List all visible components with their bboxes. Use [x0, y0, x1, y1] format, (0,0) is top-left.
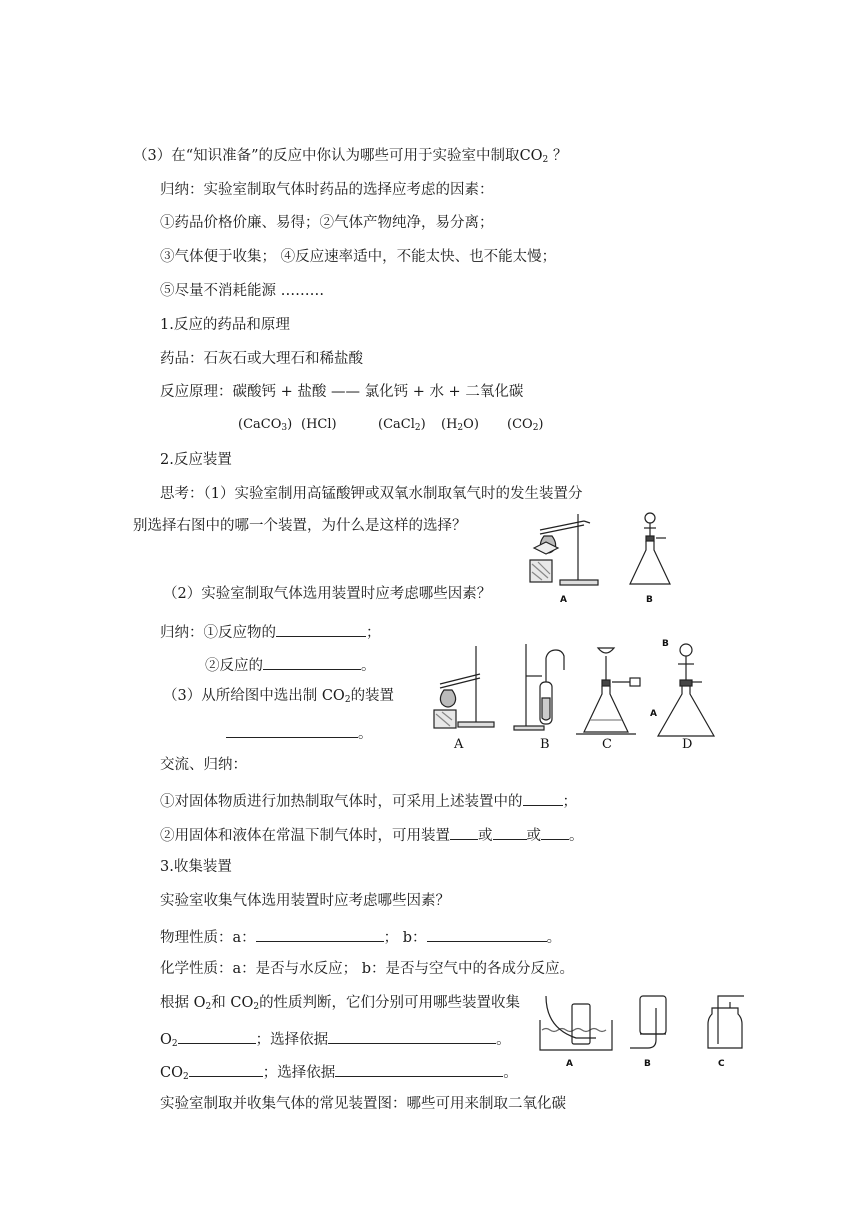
fig1-label-a: A [560, 595, 567, 605]
blank-condition[interactable] [263, 653, 361, 670]
section-3-heading: 3.收集装置 [160, 859, 232, 875]
collection-a-water [540, 996, 612, 1050]
blank-co2-apparatus[interactable] [226, 721, 358, 738]
exchange-line-1: ①对固体物质进行加热制取气体时，可采用上述装置中的 ； [160, 789, 577, 812]
section-2-heading: 2.反应装置 [160, 452, 232, 468]
last-line: 实验室制取并收集气体的常见装置图：哪些可用来制取二氧化碳 [160, 1096, 566, 1112]
induction-title: 归纳：实验室制取气体时药品的选择应考虑的因素： [160, 182, 494, 198]
blank-physical-a[interactable] [256, 925, 384, 942]
fig2-label-a: A [454, 737, 464, 752]
factor-line-3: ⑤尽量不消耗能源 ……… [160, 283, 325, 299]
exchange-line-2: ②用固体和液体在常温下制气体时，可用装置 或 或 。 [160, 823, 584, 846]
fig3-label-b: B [644, 1059, 651, 1069]
blank-co2-apparatus-collect[interactable] [189, 1060, 263, 1077]
apparatus-figure-1 [526, 508, 686, 606]
fig2-label-d: D [682, 737, 693, 752]
blank-apparatus-2[interactable] [493, 823, 527, 840]
fig2-label-b: B [540, 737, 550, 752]
judge-line: 根据 $O_2$和 $CO_2$的性质判断，它们分别可用哪些装置收集 [160, 995, 521, 1012]
induce-reactant: 归纳：①反应物的 ； [160, 620, 381, 643]
chemical-properties: 化学性质：a：是否与水反应； b：是否与空气中的各成分反应。 [160, 961, 575, 977]
collect-question: 实验室收集气体选用装置时应考虑哪些因素？ [160, 893, 450, 909]
question-3: （3）在“知识准备”的反应中你认为哪些可用于实验室中制取$CO_2$ ？ [133, 148, 568, 165]
blank-o2-basis[interactable] [328, 1027, 496, 1044]
fig2-small-b: B [662, 639, 669, 649]
blank-physical-b[interactable] [427, 925, 547, 942]
think-3: （3）从所给图中选出制 $CO_2$的装置 [163, 688, 395, 705]
section-1-heading: 1.反应的药品和原理 [160, 317, 290, 333]
formula-h2o: $(H_2O)$ [441, 417, 479, 433]
physical-properties: 物理性质：a： ； b： 。 [160, 925, 561, 948]
fig2-label-c: C [602, 737, 612, 752]
principle-line: 反应原理：碳酸钙 + 盐酸 —— 氯化钙 + 水 + 二氧化碳 [160, 384, 524, 400]
formula-co2: $(CO_2)$ [507, 417, 544, 433]
factor-line-2: ③气体便于收集； ④反应速率适中，不能太快、也不能太慢； [160, 249, 557, 265]
collection-figure [536, 990, 760, 1072]
fig2-apparatus-d [658, 644, 714, 736]
induce-condition: ②反应的 。 [205, 653, 376, 676]
apparatus-b-flask [630, 513, 670, 584]
fig1-label-b: B [646, 595, 653, 605]
think-1-cont: 别选择右图中的哪一个装置，为什么是这样的选择？ [133, 518, 467, 534]
think-2: （2）实验室制取气体选用装置时应考虑哪些因素？ [163, 586, 492, 602]
fig2-apparatus-a [434, 646, 494, 728]
collection-b-upward [630, 996, 666, 1048]
blank-apparatus-1[interactable] [450, 823, 478, 840]
reagents-line: 药品：石灰石或大理石和稀盐酸 [160, 351, 363, 367]
fig2-small-a: A [650, 709, 657, 719]
formula-caco3: (CaCO$_3$) [238, 417, 293, 433]
blank-apparatus-3[interactable] [541, 823, 569, 840]
fig3-label-a: A [566, 1059, 573, 1069]
blank-co2-basis[interactable] [335, 1060, 503, 1077]
fig3-label-c: C [718, 1059, 725, 1069]
fig2-apparatus-b [514, 644, 564, 730]
o2-collect-line: $O_2$ ；选择依据 。 [160, 1027, 511, 1054]
blank-reactant[interactable] [276, 620, 366, 637]
factor-line-1: ①药品价格价廉、易得；②气体产物纯净，易分离； [160, 215, 494, 231]
think-1: 思考：（1）实验室制用高锰酸钾或双氧水制取氧气时的发生装置分 [160, 486, 583, 502]
think-3-answer: 。 [226, 721, 373, 744]
apparatus-a-heating [530, 514, 598, 585]
blank-heating-apparatus[interactable] [523, 789, 563, 806]
blank-o2-apparatus[interactable] [178, 1027, 256, 1044]
formula-cacl2: (CaCl$_2$) [378, 417, 426, 433]
co2-collect-line: $CO_2$ ；选择依据 。 [160, 1060, 518, 1087]
apparatus-figure-2 [426, 636, 726, 754]
fig2-apparatus-c [576, 648, 640, 734]
collection-c-downward [708, 996, 744, 1048]
formula-hcl: (HCl) [301, 417, 337, 432]
exchange-title: 交流、归纳： [160, 757, 247, 773]
